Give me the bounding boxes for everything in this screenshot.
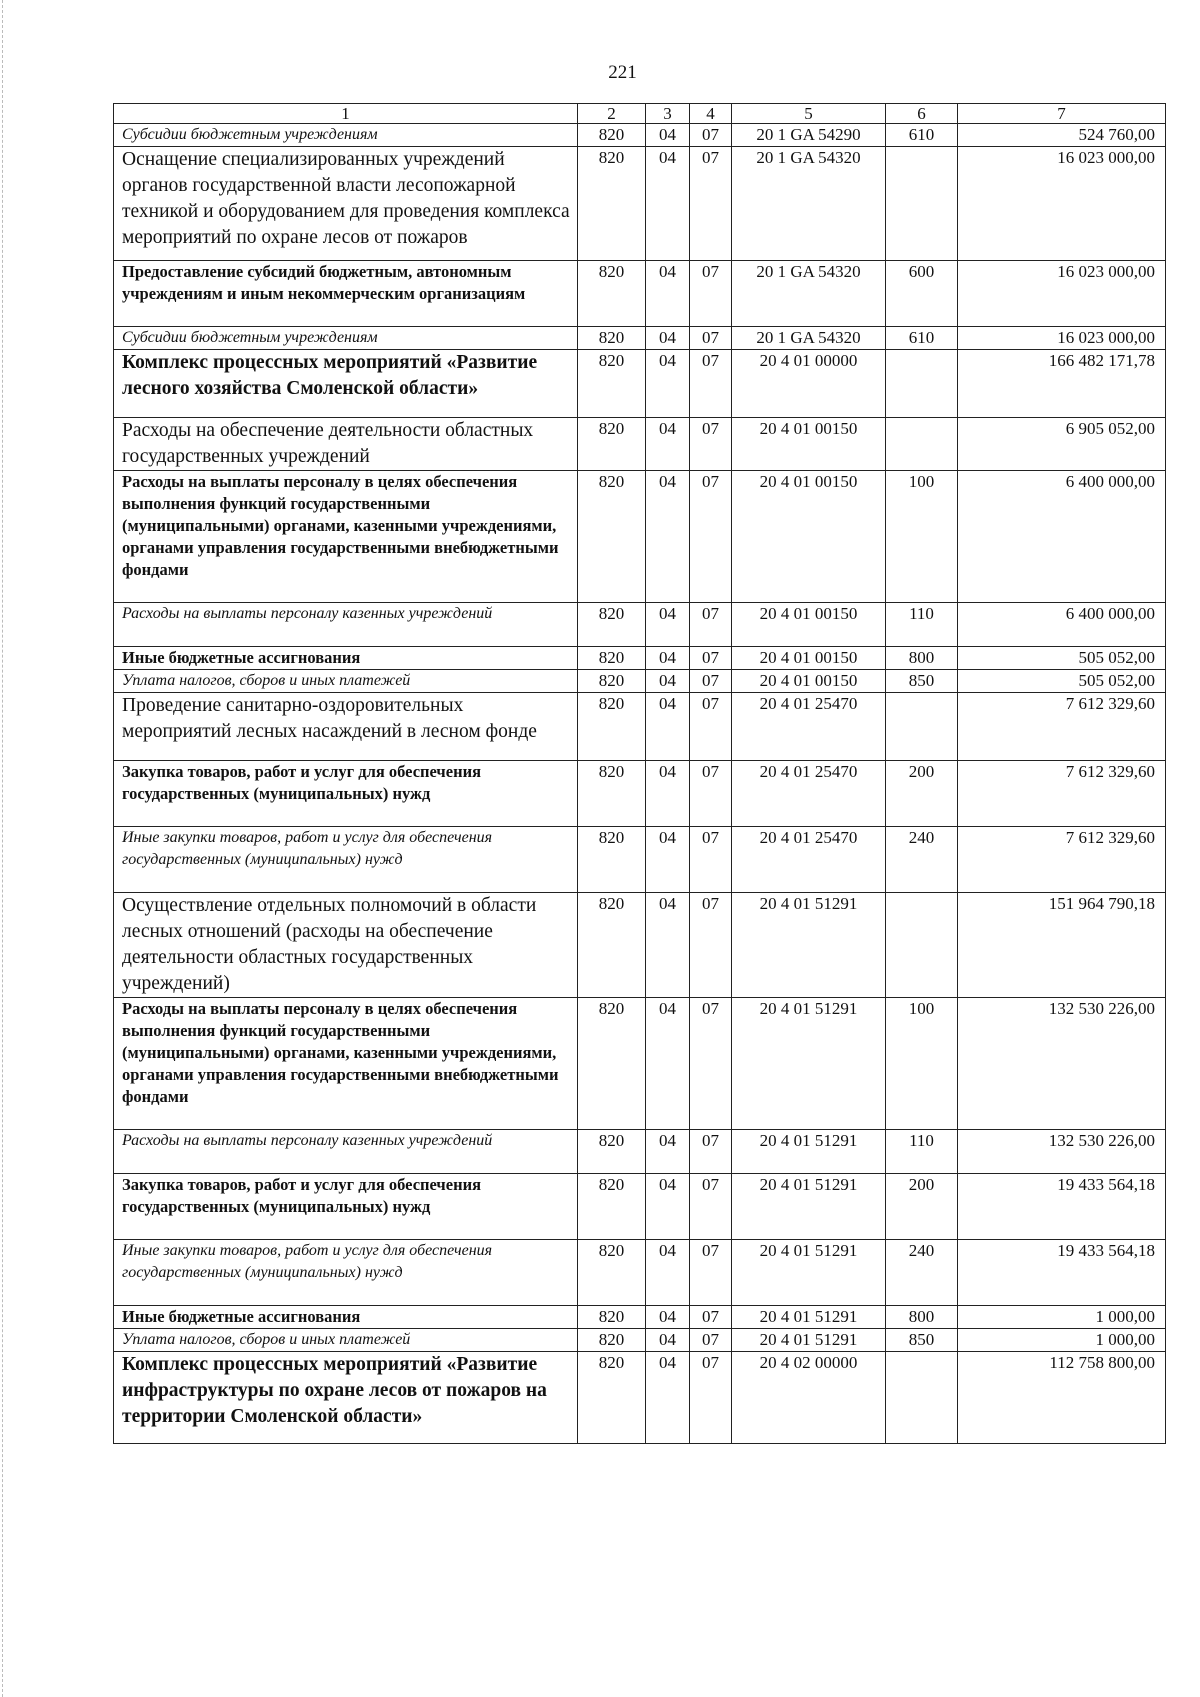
row-col-4: 07 <box>690 827 732 893</box>
row-amount: 7 612 329,60 <box>958 827 1166 893</box>
row-col-2: 820 <box>578 1240 646 1306</box>
row-description: Закупка товаров, работ и услуг для обеспечения государственных (муниципальных) нужд <box>114 761 578 827</box>
table-row <box>114 827 1166 893</box>
row-col-6 <box>886 893 958 998</box>
row-col-3: 04 <box>646 893 690 998</box>
row-col-3: 04 <box>646 827 690 893</box>
row-col-4: 07 <box>690 471 732 603</box>
row-col-5: 20 1 GA 54290 <box>732 124 886 147</box>
row-col-4: 07 <box>690 1130 732 1174</box>
table-row <box>114 893 1166 998</box>
row-col-4: 07 <box>690 261 732 327</box>
row-col-3: 04 <box>646 327 690 350</box>
row-amount: 132 530 226,00 <box>958 998 1166 1130</box>
row-col-5: 20 4 01 25470 <box>732 761 886 827</box>
row-description: Иные закупки товаров, работ и услуг для обеспечения государственных (муниципальных) нужд <box>114 1240 578 1306</box>
header-col-6: 6 <box>886 104 958 124</box>
row-amount: 132 530 226,00 <box>958 1130 1166 1174</box>
row-col-2: 820 <box>578 261 646 327</box>
row-description: Иные бюджетные ассигнования <box>114 1306 578 1329</box>
row-col-4: 07 <box>690 418 732 471</box>
row-col-2: 820 <box>578 471 646 603</box>
row-col-5: 20 4 01 51291 <box>732 1329 886 1352</box>
row-amount: 505 052,00 <box>958 670 1166 693</box>
row-col-3: 04 <box>646 603 690 647</box>
table-row <box>114 261 1166 327</box>
row-col-2: 820 <box>578 1306 646 1329</box>
row-col-3: 04 <box>646 1130 690 1174</box>
row-col-5: 20 4 02 00000 <box>732 1352 886 1444</box>
row-amount: 112 758 800,00 <box>958 1352 1166 1444</box>
row-description: Иные закупки товаров, работ и услуг для обеспечения государственных (муниципальных) нужд <box>114 827 578 893</box>
row-amount: 505 052,00 <box>958 647 1166 670</box>
row-col-3: 04 <box>646 1352 690 1444</box>
row-amount: 1 000,00 <box>958 1306 1166 1329</box>
row-col-6: 610 <box>886 124 958 147</box>
row-col-5: 20 4 01 51291 <box>732 1240 886 1306</box>
row-col-6 <box>886 418 958 471</box>
row-col-6: 610 <box>886 327 958 350</box>
row-col-5: 20 4 01 25470 <box>732 827 886 893</box>
row-col-2: 820 <box>578 350 646 418</box>
header-col-4: 4 <box>690 104 732 124</box>
row-description: Иные бюджетные ассигнования <box>114 647 578 670</box>
row-col-6: 850 <box>886 1329 958 1352</box>
row-col-3: 04 <box>646 1306 690 1329</box>
table-row <box>114 998 1166 1130</box>
row-description: Уплата налогов, сборов и иных платежей <box>114 1329 578 1352</box>
row-col-2: 820 <box>578 693 646 761</box>
row-col-2: 820 <box>578 603 646 647</box>
row-description: Расходы на выплаты персоналу казенных учреждений <box>114 1130 578 1174</box>
row-col-6: 240 <box>886 827 958 893</box>
row-col-6: 600 <box>886 261 958 327</box>
row-col-4: 07 <box>690 124 732 147</box>
row-col-5: 20 4 01 51291 <box>732 998 886 1130</box>
row-amount: 6 400 000,00 <box>958 603 1166 647</box>
row-description: Комплекс процессных мероприятий «Развитие инфраструктуры по охране лесов от пожаров на территории Смоленской области» <box>114 1352 578 1444</box>
row-col-3: 04 <box>646 261 690 327</box>
row-col-5: 20 4 01 51291 <box>732 1306 886 1329</box>
row-col-6: 100 <box>886 471 958 603</box>
table-row <box>114 761 1166 827</box>
header-col-1: 1 <box>114 104 578 124</box>
row-col-2: 820 <box>578 761 646 827</box>
table-row <box>114 603 1166 647</box>
row-amount: 166 482 171,78 <box>958 350 1166 418</box>
table-row <box>114 1130 1166 1174</box>
row-amount: 16 023 000,00 <box>958 147 1166 261</box>
row-col-3: 04 <box>646 647 690 670</box>
row-amount: 151 964 790,18 <box>958 893 1166 998</box>
table-row <box>114 1306 1166 1329</box>
row-col-3: 04 <box>646 1240 690 1306</box>
row-description: Уплата налогов, сборов и иных платежей <box>114 670 578 693</box>
header-col-3: 3 <box>646 104 690 124</box>
row-amount: 16 023 000,00 <box>958 261 1166 327</box>
row-col-2: 820 <box>578 327 646 350</box>
row-col-6: 200 <box>886 1174 958 1240</box>
row-col-6: 850 <box>886 670 958 693</box>
row-col-2: 820 <box>578 670 646 693</box>
row-description: Расходы на выплаты персоналу в целях обеспечения выполнения функций государственными (муниципальными) органами, казенными учреждениями, органами управления государственными внебюджетными фондами <box>114 998 578 1130</box>
row-description: Осуществление отдельных полномочий в области лесных отношений (расходы на обеспечение деятельности областных государственных учреждений) <box>114 893 578 998</box>
row-col-4: 07 <box>690 1306 732 1329</box>
row-col-6 <box>886 693 958 761</box>
row-col-6: 240 <box>886 1240 958 1306</box>
row-col-5: 20 4 01 51291 <box>732 893 886 998</box>
row-col-5: 20 4 01 00150 <box>732 603 886 647</box>
row-col-3: 04 <box>646 147 690 261</box>
table-row <box>114 693 1166 761</box>
table-row <box>114 647 1166 670</box>
row-col-4: 07 <box>690 1352 732 1444</box>
row-col-4: 07 <box>690 1174 732 1240</box>
row-col-4: 07 <box>690 603 732 647</box>
table-row <box>114 327 1166 350</box>
row-amount: 6 905 052,00 <box>958 418 1166 471</box>
row-description: Субсидии бюджетным учреждениям <box>114 327 578 350</box>
header-col-2: 2 <box>578 104 646 124</box>
table-body <box>114 124 1166 1444</box>
row-amount: 19 433 564,18 <box>958 1240 1166 1306</box>
row-col-6 <box>886 147 958 261</box>
row-col-4: 07 <box>690 1240 732 1306</box>
row-col-5: 20 4 01 00150 <box>732 418 886 471</box>
row-description: Оснащение специализированных учреждений органов государственной власти лесопожарной техникой и оборудованием для проведения комплекса мероприятий по охране лесов от пожаров <box>114 147 578 261</box>
row-col-6: 800 <box>886 647 958 670</box>
row-col-3: 04 <box>646 761 690 827</box>
row-col-3: 04 <box>646 124 690 147</box>
row-col-4: 07 <box>690 693 732 761</box>
table-row <box>114 147 1166 261</box>
row-col-5: 20 4 01 51291 <box>732 1174 886 1240</box>
table-row <box>114 670 1166 693</box>
row-col-4: 07 <box>690 327 732 350</box>
row-description: Проведение санитарно-оздоровительных мероприятий лесных насаждений в лесном фонде <box>114 693 578 761</box>
row-col-4: 07 <box>690 147 732 261</box>
row-description: Расходы на выплаты персоналу казенных учреждений <box>114 603 578 647</box>
row-col-6 <box>886 350 958 418</box>
row-description: Расходы на выплаты персоналу в целях обеспечения выполнения функций государственными (муниципальными) органами, казенными учреждениями, органами управления государственными внебюджетными фондами <box>114 471 578 603</box>
header-row <box>114 104 1166 124</box>
row-col-5: 20 1 GA 54320 <box>732 261 886 327</box>
row-amount: 16 023 000,00 <box>958 327 1166 350</box>
row-col-6: 800 <box>886 1306 958 1329</box>
row-col-2: 820 <box>578 1329 646 1352</box>
row-amount: 7 612 329,60 <box>958 761 1166 827</box>
row-col-2: 820 <box>578 418 646 471</box>
row-amount: 524 760,00 <box>958 124 1166 147</box>
row-col-4: 07 <box>690 761 732 827</box>
row-description: Предоставление субсидий бюджетным, автономным учреждениям и иным некоммерческим организациям <box>114 261 578 327</box>
row-col-3: 04 <box>646 1174 690 1240</box>
row-col-2: 820 <box>578 647 646 670</box>
row-col-6 <box>886 1352 958 1444</box>
row-col-2: 820 <box>578 147 646 261</box>
row-col-2: 820 <box>578 1174 646 1240</box>
row-amount: 7 612 329,60 <box>958 693 1166 761</box>
row-col-2: 820 <box>578 1130 646 1174</box>
table-row <box>114 1329 1166 1352</box>
row-col-3: 04 <box>646 418 690 471</box>
row-col-5: 20 4 01 00150 <box>732 670 886 693</box>
row-col-6: 110 <box>886 1130 958 1174</box>
row-col-2: 820 <box>578 1352 646 1444</box>
row-col-5: 20 4 01 00150 <box>732 647 886 670</box>
row-col-5: 20 4 01 51291 <box>732 1130 886 1174</box>
row-col-5: 20 1 GA 54320 <box>732 147 886 261</box>
row-description: Комплекс процессных мероприятий «Развитие лесного хозяйства Смоленской области» <box>114 350 578 418</box>
row-amount: 1 000,00 <box>958 1329 1166 1352</box>
scan-margin-line <box>2 0 3 1697</box>
table-row <box>114 1240 1166 1306</box>
table-row <box>114 1174 1166 1240</box>
row-col-3: 04 <box>646 1329 690 1352</box>
row-col-3: 04 <box>646 998 690 1130</box>
row-col-2: 820 <box>578 893 646 998</box>
row-amount: 6 400 000,00 <box>958 471 1166 603</box>
header-col-5: 5 <box>732 104 886 124</box>
table-row <box>114 124 1166 147</box>
row-col-2: 820 <box>578 124 646 147</box>
row-col-2: 820 <box>578 827 646 893</box>
row-col-4: 07 <box>690 670 732 693</box>
row-col-3: 04 <box>646 471 690 603</box>
row-description: Расходы на обеспечение деятельности областных государственных учреждений <box>114 418 578 471</box>
row-col-4: 07 <box>690 1329 732 1352</box>
row-col-4: 07 <box>690 350 732 418</box>
row-col-5: 20 4 01 00150 <box>732 471 886 603</box>
row-col-4: 07 <box>690 998 732 1130</box>
row-col-5: 20 1 GA 54320 <box>732 327 886 350</box>
row-col-4: 07 <box>690 647 732 670</box>
header-col-7: 7 <box>958 104 1166 124</box>
row-col-5: 20 4 01 00000 <box>732 350 886 418</box>
row-col-2: 820 <box>578 998 646 1130</box>
page-number: 221 <box>608 62 637 83</box>
row-col-4: 07 <box>690 893 732 998</box>
row-col-6: 110 <box>886 603 958 647</box>
row-description: Субсидии бюджетным учреждениям <box>114 124 578 147</box>
table-row <box>114 350 1166 418</box>
row-col-6: 100 <box>886 998 958 1130</box>
table-row <box>114 471 1166 603</box>
row-col-6: 200 <box>886 761 958 827</box>
row-description: Закупка товаров, работ и услуг для обеспечения государственных (муниципальных) нужд <box>114 1174 578 1240</box>
table-row <box>114 418 1166 471</box>
row-col-3: 04 <box>646 693 690 761</box>
row-col-3: 04 <box>646 350 690 418</box>
table-row <box>114 1352 1166 1444</box>
row-col-5: 20 4 01 25470 <box>732 693 886 761</box>
row-col-3: 04 <box>646 670 690 693</box>
budget-table <box>113 103 1166 1444</box>
row-amount: 19 433 564,18 <box>958 1174 1166 1240</box>
